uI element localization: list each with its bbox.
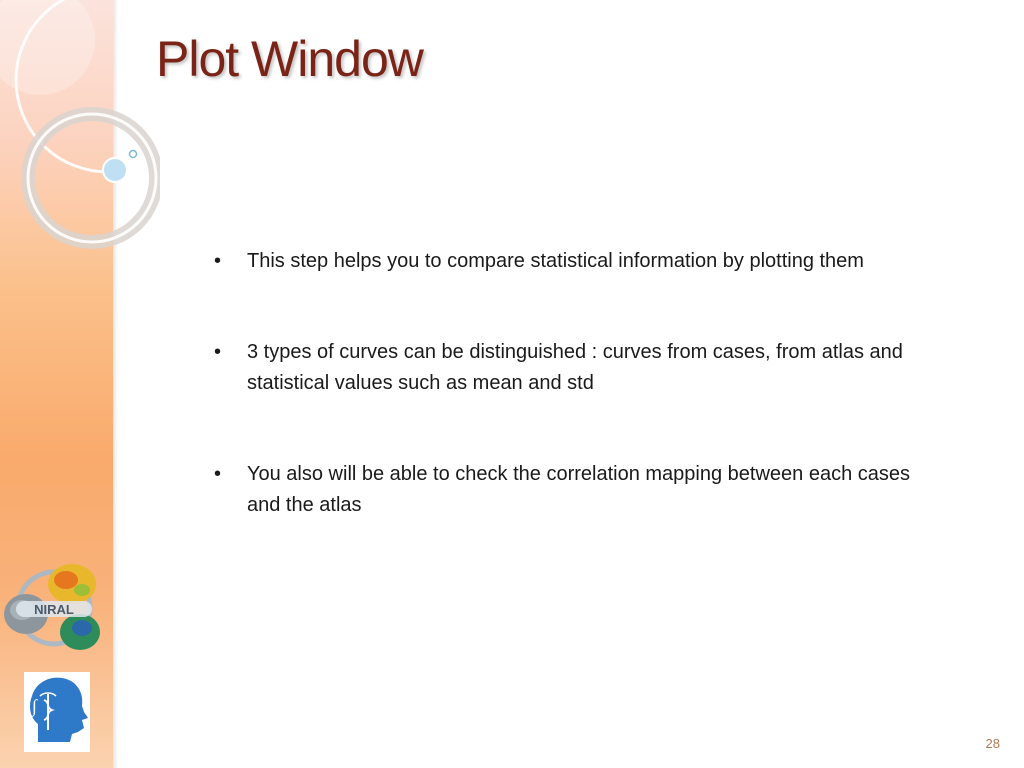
bullet-text: 3 types of curves can be distinguished : curves from cases, from atlas and statistical values such as mean and std: [247, 341, 903, 394]
list-item: [214, 459, 934, 521]
logo-text: NIRAL: [34, 602, 74, 617]
page-title: Plot Window: [156, 31, 423, 87]
page-number: 28: [985, 736, 1000, 751]
bullet-list: [214, 246, 934, 581]
head-caduceus-icon: [24, 672, 90, 752]
svg-text:∫: ∫: [32, 696, 37, 716]
bullet-icon: •: [214, 463, 222, 485]
bullet-text: You also will be able to check the correlation mapping between each cases and the atlas: [247, 463, 911, 516]
list-item: [214, 246, 934, 277]
bullet-text: This step helps you to compare statistical information by plotting them: [247, 250, 864, 272]
bullet-icon: •: [214, 250, 222, 272]
brain-logo-icon: [2, 556, 106, 660]
list-item: [214, 337, 934, 399]
decorative-circles-icon: [0, 0, 160, 260]
bullet-icon: •: [214, 341, 222, 363]
